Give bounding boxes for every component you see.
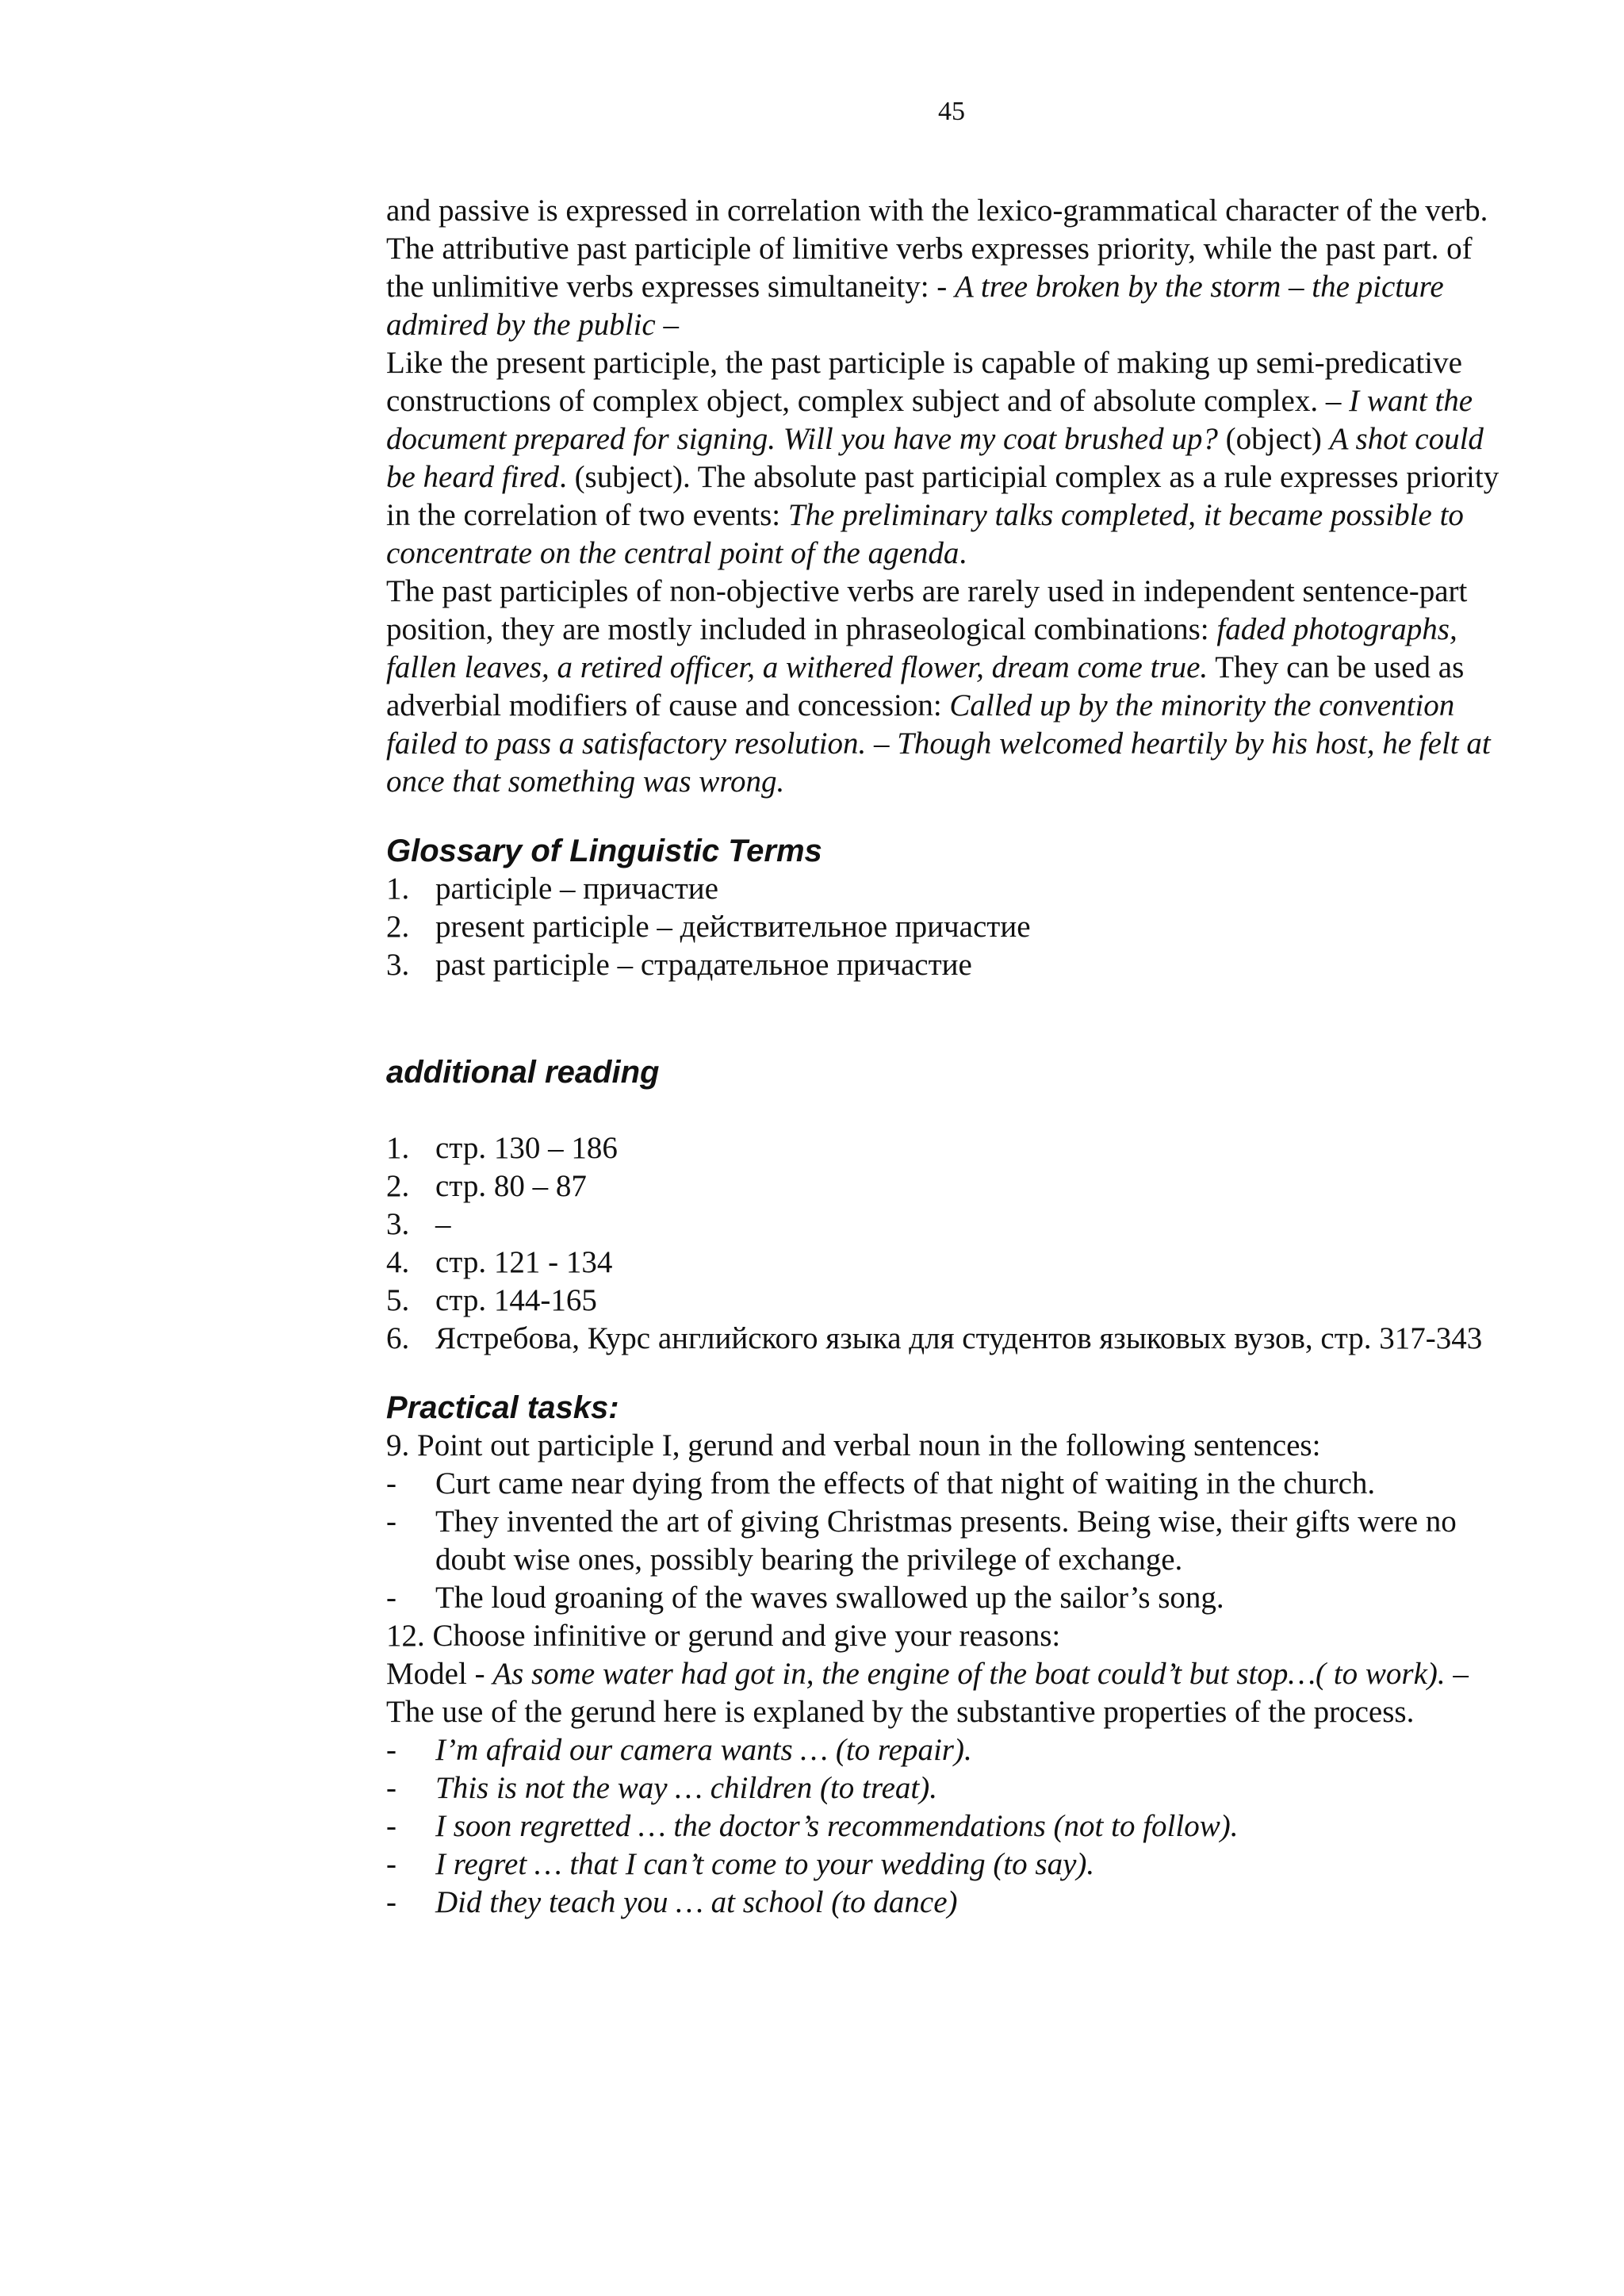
item-dash: - (386, 1771, 396, 1805)
item-number: 5. (386, 1283, 410, 1317)
task-12-item (386, 1884, 1512, 1922)
item-dash: - (386, 1809, 396, 1843)
para2-text-a: Like the present participle, the past participle is capable of making up semi-predicative constructions of complex object, complex subject and of absolute complex. (386, 346, 1462, 418)
item-text: стр. 121 - 134 (435, 1245, 613, 1279)
glossary-item (386, 870, 1512, 908)
model-example: As some water had got in, the engine of the boat could’t but stop…( to work). (492, 1657, 1446, 1691)
para2-text-c: . (subject). The absolute past participial complex as a rule expresses priority in the correlation of two events: (386, 460, 1500, 532)
paragraph-non-objective-verbs (386, 573, 1512, 801)
task-12-instruction: 12. Choose infinitive or gerund and give your reasons: (386, 1619, 1061, 1653)
reading-item (386, 1167, 1512, 1205)
paragraph-semi-predicative (386, 344, 1512, 573)
task-12-item (386, 1731, 1512, 1769)
item-text: Curt came near dying from the effects of that night of waiting in the church. (435, 1466, 1376, 1501)
para2-example-1: – I want the document prepared for signing. Will you have my coat brushed up? (386, 384, 1473, 456)
item-number: 1. (386, 872, 410, 906)
para2-example-2: A shot could be heard fired (386, 422, 1484, 494)
task-9-item (386, 1465, 1512, 1503)
para2-text-d: . (959, 536, 967, 570)
item-dash: - (386, 1504, 396, 1539)
task-9-item (386, 1503, 1512, 1579)
item-number: 2. (386, 1169, 410, 1203)
item-number: 1. (386, 1131, 410, 1165)
task-12-item (386, 1846, 1512, 1884)
reading-item (386, 1244, 1512, 1282)
para3-text-b: They can be used as adverbial modifiers of cause and concession: (386, 650, 1465, 723)
practical-tasks-heading: Practical tasks: (386, 1390, 619, 1425)
para3-text-a: The past participles of non-objective verbs are rarely used in independent sentence-part position, they are mostly included in phraseological combinations: (386, 574, 1468, 646)
additional-reading-heading: additional reading (386, 1055, 660, 1090)
paragraph-past-participle-attributive (386, 192, 1512, 344)
glossary-item (386, 908, 1512, 946)
item-number: 2. (386, 910, 410, 944)
task-9-list (386, 1465, 1512, 1617)
glossary-list (386, 870, 1512, 984)
additional-reading-list (386, 1129, 1512, 1358)
item-text: стр. 80 – 87 (435, 1169, 587, 1203)
item-number: 3. (386, 948, 410, 982)
item-dash: - (386, 1581, 396, 1615)
task-12-item (386, 1807, 1512, 1846)
item-text: стр. 144-165 (435, 1283, 597, 1317)
item-text: I regret … that I can’t come to your wedding (to say). (435, 1847, 1095, 1881)
task-9-item (386, 1579, 1512, 1617)
item-text: present participle – действительное причастие (435, 910, 1031, 944)
reading-item (386, 1320, 1512, 1358)
item-number: 6. (386, 1321, 410, 1355)
item-text: I’m afraid our camera wants … (to repair). (435, 1733, 972, 1767)
task-12-list (386, 1731, 1512, 1922)
item-text: стр. 130 – 186 (435, 1131, 618, 1165)
page-body (386, 192, 1512, 1922)
reading-item (386, 1282, 1512, 1320)
para1-text: and passive is expressed in correlation with the lexico-grammatical character of the verb. The attributive past participle of limitive verbs expresses priority, while the past part. of the unlimitive verbs expresses simultaneity: - (386, 194, 1488, 304)
model-label: Model - (386, 1657, 493, 1691)
task-12-model (386, 1655, 1512, 1731)
item-dash: - (386, 1466, 396, 1501)
reading-item (386, 1205, 1512, 1244)
item-number: 3. (386, 1207, 410, 1241)
item-text: participle – причастие (435, 872, 718, 906)
item-text: – (435, 1207, 451, 1241)
item-dash: - (386, 1847, 396, 1881)
task-12-item (386, 1769, 1512, 1807)
page-number: 45 (938, 97, 965, 126)
item-text: I soon regretted … the doctor’s recommendations (not to follow). (435, 1809, 1239, 1843)
item-text: Ястребова, Курс английского языка для студентов языковых вузов, стр. 317-343 (435, 1321, 1483, 1355)
item-text: The loud groaning of the waves swallowed up the sailor’s song. (435, 1581, 1224, 1615)
item-text: This is not the way … children (to treat). (435, 1771, 937, 1805)
para2-example-3: The preliminary talks completed, it became possible to concentrate on the central point of the agenda (386, 498, 1464, 570)
item-number: 4. (386, 1245, 410, 1279)
task-9-instruction: 9. Point out participle I, gerund and verbal noun in the following sentences: (386, 1428, 1321, 1462)
para1-example: A tree broken by the storm – the picture admired by the public – (386, 270, 1444, 342)
reading-item (386, 1129, 1512, 1167)
para3-example-1: faded photographs, fallen leaves, a retired officer, a withered flower, dream come true. (386, 612, 1457, 684)
para2-text-b: (object) (1217, 422, 1330, 456)
glossary-heading: Glossary of Linguistic Terms (386, 834, 822, 868)
item-dash: - (386, 1885, 396, 1919)
model-explanation: – The use of the gerund here is explaned by the substantive properties of the process. (386, 1657, 1469, 1729)
para3-example-2: Called up by the minority the convention failed to pass a satisfactory resolution. – Though welcomed heartily by his host, he felt at once that something was wrong. (386, 688, 1491, 799)
item-text: Did they teach you … at school (to dance) (435, 1885, 958, 1919)
item-dash: - (386, 1733, 396, 1767)
glossary-item (386, 946, 1512, 984)
item-text: past participle – страдательное причастие (435, 948, 972, 982)
item-text: They invented the art of giving Christmas presents. Being wise, their gifts were no doubt wise ones, possibly bearing the privilege of exchange. (435, 1504, 1457, 1577)
